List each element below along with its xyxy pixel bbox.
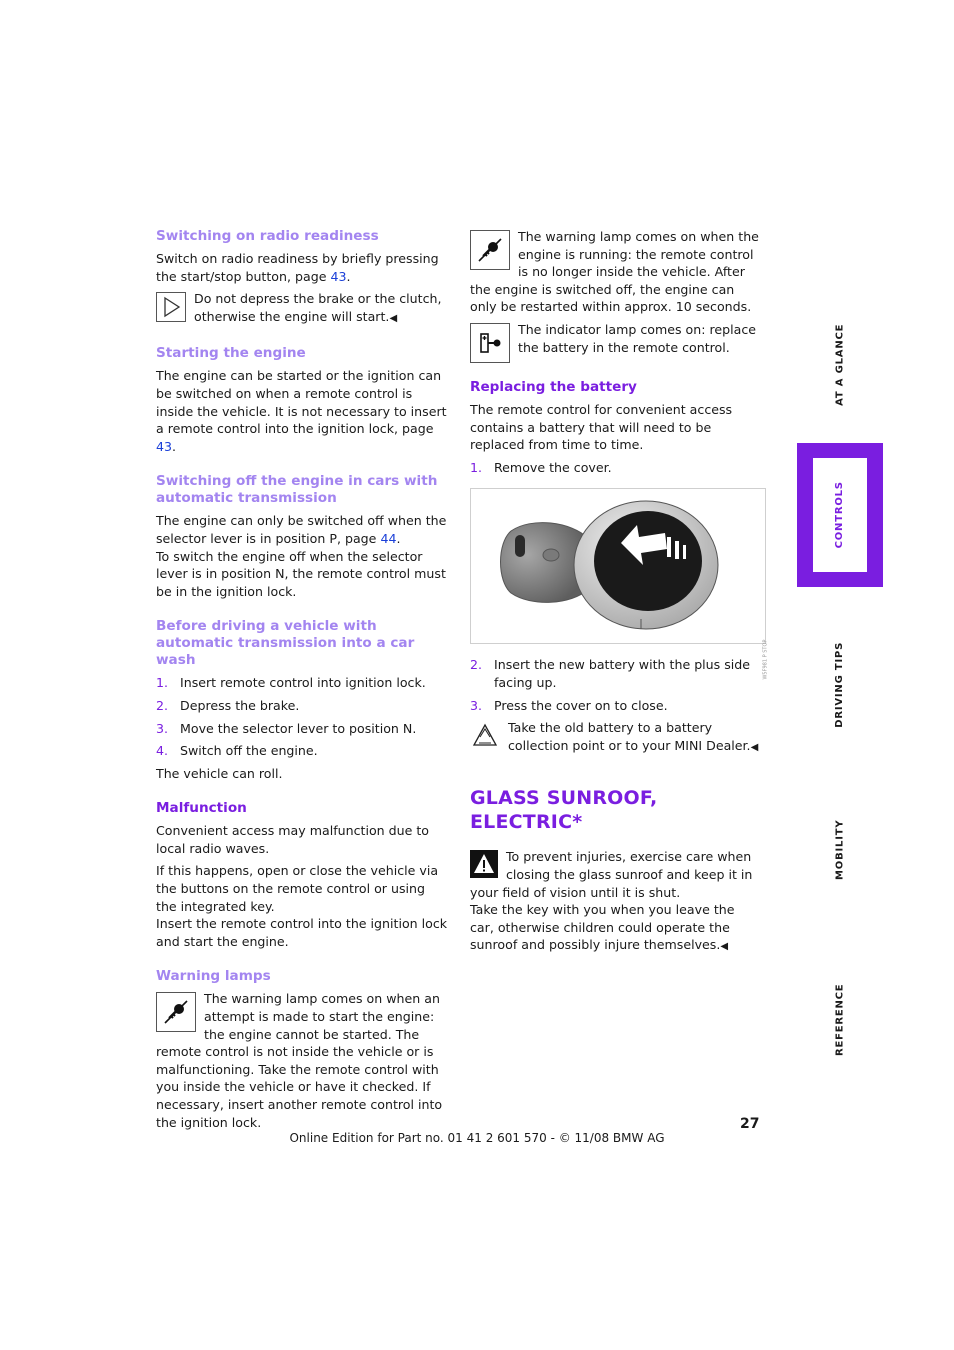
- key-warning-lamp-icon: [156, 992, 196, 1032]
- list-item: 4. Switch off the engine.: [156, 743, 318, 759]
- section-switching-off: [156, 473, 448, 600]
- right-column: [470, 228, 769, 961]
- recycling-icon: [470, 721, 500, 751]
- tab-reference[interactable]: REFERENCE: [834, 983, 846, 1057]
- list-item: 1. Remove the cover.: [470, 459, 612, 475]
- list-item: 3. Move the selector lever to position N.: [156, 720, 417, 736]
- heading-switching-off: Switching off the engine in cars with automatic transmission: [156, 473, 438, 507]
- list-item: 3. Press the cover on to close.: [470, 697, 668, 713]
- heading-warning-lamps: Warning lamps: [156, 968, 271, 985]
- paragraph: To switch the engine off when the selector lever is in position N, the remote control must be in the ignition lock.: [156, 548, 446, 599]
- heading-replacing-battery: Replacing the battery: [470, 378, 637, 395]
- tab-driving-tips[interactable]: DRIVING TIPS: [834, 642, 846, 728]
- heading-malfunction: Malfunction: [156, 800, 247, 817]
- footer: Online Edition for Part no. 01 41 2 601 570 - © 11/08 BMW AG: [289, 1131, 665, 1145]
- section-radio-readiness: [156, 228, 448, 327]
- end-mark-icon: ◀: [750, 741, 759, 753]
- page-link[interactable]: 43: [156, 438, 173, 454]
- note-arrow-icon: [156, 292, 186, 322]
- paragraph: The remote control for convenient access contains a battery that will need to be replaced from time to time.: [470, 401, 733, 453]
- note-recycling: Take the old battery to a battery collection point or to your MINI Dealer.◀: [470, 719, 762, 756]
- list-item: 2. Insert the new battery with the plus side facing up.: [470, 657, 751, 690]
- note-indicator-lamp: The indicator lamp comes on: replace the battery in the remote control.: [470, 321, 762, 365]
- list-item: 1. Insert remote control into ignition lock.: [156, 675, 426, 691]
- page-number: 27: [740, 1116, 760, 1132]
- note-caution: Do not depress the brake or the clutch, otherwise the engine will start.◀: [156, 290, 448, 327]
- heading-car-wash: Before driving a vehicle with automatic transmission into a car wash: [156, 618, 415, 669]
- section-glass-sunroof: [470, 786, 762, 956]
- note-sunroof-warning: To prevent injuries, exercise care when closing the glass sunroof and keep it in your field of vision until it is shut.: [470, 849, 753, 900]
- remote-control-drawing: [471, 489, 765, 643]
- key-warning-lamp-icon: [470, 230, 510, 270]
- note-warning-lamp: The warning lamp comes on when an attempt is made to start the engine: the engine cannot be started. The remote control is not inside the vehicle or is malfunctioning. Take the remote control with you inside the vehicle or have it checked. If necessary, insert another remote control into the ignition lock.: [156, 991, 443, 1130]
- note-warning-lamp-running: The warning lamp comes on when the engine is running: the remote control is no longer inside the vehicle. After the engine is switched off, the engine can only be restarted within approx. 10 seconds.: [470, 229, 759, 315]
- left-column: [156, 228, 448, 1149]
- list-item: 2. Depress the brake.: [156, 697, 300, 713]
- chapter-tabs: [797, 290, 883, 1090]
- section-replacing-battery: [470, 378, 769, 756]
- paragraph: The engine can be started or the ignition can be switched on when a remote control is inside the vehicle. It is not necessary to insert a remote control into the ignition lock, page 43.: [156, 368, 447, 454]
- steps-list: [470, 656, 762, 714]
- heading-radio-readiness: Switching on radio readiness: [156, 228, 379, 244]
- page-link[interactable]: 43: [330, 268, 347, 284]
- paragraph: The vehicle can roll.: [156, 765, 283, 781]
- warning-triangle-icon: [470, 850, 498, 878]
- tab-controls[interactable]: CONTROLS: [797, 443, 883, 587]
- section-malfunction: [156, 800, 448, 950]
- paragraph: Convenient access may malfunction due to local radio waves.: [156, 823, 430, 856]
- paragraph: Insert the remote control into the ignition lock and start the engine.: [156, 916, 448, 949]
- section-starting-engine: [156, 345, 448, 455]
- figure-code: W5F981 P STOP: [762, 639, 769, 680]
- section-car-wash: [156, 618, 448, 782]
- end-mark-icon: ◀: [389, 312, 398, 324]
- paragraph: Switch on radio readiness by briefly pressing the start/stop button, page 43.: [156, 251, 439, 284]
- end-mark-icon: ◀: [720, 941, 729, 953]
- steps-list: [470, 459, 762, 477]
- page-link[interactable]: 44: [380, 530, 397, 546]
- steps-list: [156, 674, 448, 759]
- paragraph: If this happens, open or close the vehicle via the buttons on the remote control or using the integrated key.: [156, 863, 439, 914]
- paragraph: The engine can only be switched off when the selector lever is in position P, page 44.: [156, 513, 447, 546]
- section-warning-lamps: [156, 968, 448, 1131]
- tab-mobility[interactable]: MOBILITY: [834, 819, 846, 881]
- paragraph: Take the key with you when you leave the car, otherwise children could operate the sunroof and possibly injure themselves.◀: [470, 902, 735, 953]
- heading-starting-engine: Starting the engine: [156, 345, 306, 362]
- tab-at-a-glance[interactable]: AT A GLANCE: [834, 323, 846, 407]
- battery-key-icon: [470, 323, 510, 363]
- heading-glass-sunroof: GLASS SUNROOF, ELECTRIC*: [470, 787, 658, 834]
